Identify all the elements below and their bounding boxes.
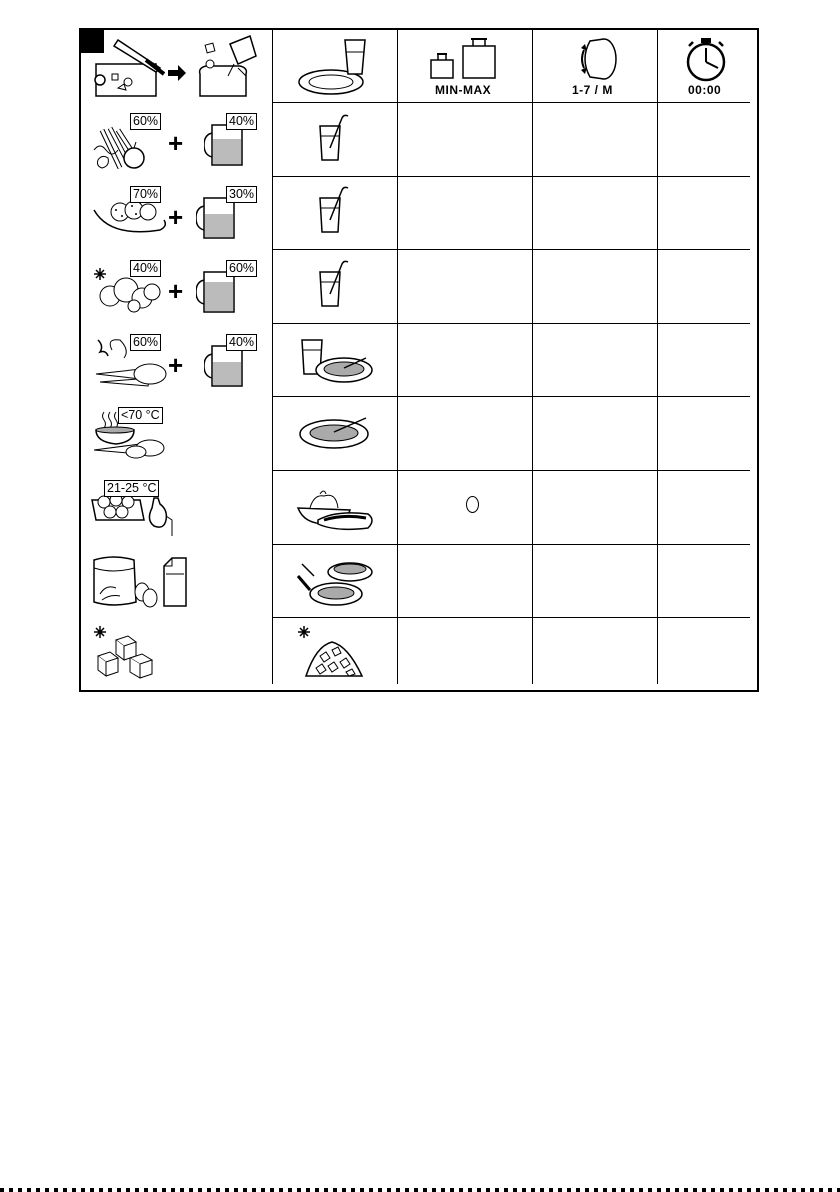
- weights-icon: [425, 36, 505, 80]
- grid-line: [272, 176, 750, 177]
- water-percent: 60%: [226, 260, 257, 277]
- pancakes-icon: [294, 556, 376, 608]
- grid-line: [272, 249, 750, 250]
- drink-glass-icon: [316, 186, 356, 236]
- batter-ingredients-icon: [90, 554, 194, 610]
- grid-line: [397, 30, 398, 684]
- ingredient-percent: 60%: [130, 113, 161, 130]
- drink-glass-icon: [316, 260, 356, 310]
- plus-sign: +: [168, 276, 184, 306]
- plus-sign: +: [168, 128, 184, 158]
- water-percent: 40%: [226, 334, 257, 351]
- timer-icon: [684, 36, 728, 82]
- grid-line: [272, 617, 750, 618]
- grid-line: [272, 470, 750, 471]
- grid-line: [272, 544, 750, 545]
- glass-and-soup-icon: [298, 334, 374, 386]
- mayonnaise-hotdog-icon: [296, 484, 376, 534]
- grid-line: [272, 102, 750, 103]
- drink-glass-icon: [316, 114, 356, 164]
- soup-bowl-icon: [296, 414, 376, 450]
- ingredient-percent: 60%: [130, 334, 161, 351]
- grid-line: [272, 396, 750, 397]
- temperature-label: <70 °C: [118, 407, 163, 424]
- grid-line: [272, 323, 750, 324]
- grid-line: [532, 30, 533, 684]
- ingredient-percent: 40%: [130, 260, 161, 277]
- plus-sign: +: [168, 202, 184, 232]
- weight-label: MIN-MAX: [435, 83, 492, 97]
- grid-line: [272, 30, 273, 684]
- page-edge-marks: [0, 1188, 840, 1192]
- ice-cubes-icon: [90, 626, 166, 682]
- egg-icon: [466, 496, 479, 513]
- water-percent: 40%: [226, 113, 257, 130]
- prep-illustration: [88, 34, 268, 100]
- speed-label: 1-7 / M: [572, 83, 613, 97]
- crushed-ice-icon: [296, 626, 372, 682]
- plus-sign: +: [168, 350, 184, 380]
- ingredient-percent: 70%: [130, 186, 161, 203]
- grid-line: [657, 30, 658, 684]
- plate-glass-icon: [295, 36, 375, 98]
- temperature-label: 21-25 °C: [104, 480, 159, 497]
- timer-label: 00:00: [688, 83, 722, 97]
- speed-dial-icon: [574, 36, 624, 82]
- water-percent: 30%: [226, 186, 257, 203]
